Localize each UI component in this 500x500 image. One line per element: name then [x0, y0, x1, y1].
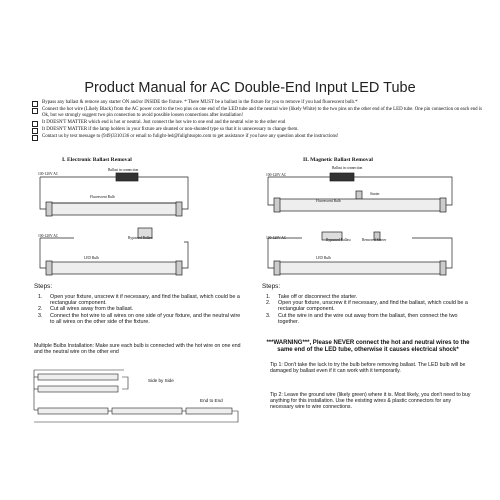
- step-number: 2.: [38, 306, 43, 313]
- electronic-ballast-title: I. Electronic Ballast Removal: [62, 157, 132, 163]
- tip-1: Tip 1: Don't take the luck to try the bulb before removing ballast. The LED bulb will be damaged by ballast even if it can work with it temporarily.: [270, 362, 466, 374]
- step-item: [266, 313, 471, 325]
- instruction-item: [32, 134, 488, 141]
- step-item: [266, 300, 471, 312]
- step-item: [38, 294, 243, 306]
- electronic-ballast-diagram-top: [34, 165, 234, 225]
- ballast-label: Ballast in connection: [332, 166, 363, 170]
- instruction-item: [32, 120, 488, 127]
- fluorescent-bulb-label: Fluorescent Bulb: [316, 199, 341, 203]
- step-text: Cut the wire in and the wire out away from the ballast, then connect the two together.: [278, 312, 458, 325]
- steps-heading: Steps:: [262, 283, 281, 290]
- checkbox-icon: [32, 135, 38, 141]
- tip-2: Tip 2: Leave the ground wire (likely green) where it is. Most likely, you don't need to buy anything for this installation. Use the existing wires & plastic connectors for any necessary wire to wire connections.: [270, 392, 471, 410]
- step-text: Open your fixture, unscrew it if necessary, and find the ballast, which could be a rectangular component.: [278, 300, 468, 313]
- ballast-label: Ballast in connection: [108, 168, 139, 172]
- steps-heading: Steps:: [34, 283, 53, 290]
- step-number: 1.: [38, 294, 43, 300]
- step-text: Connect the hot wire to all wires on one side of your fixture, and the neutral wire to all wires on the other side of the fixture.: [50, 312, 241, 325]
- magnetic-ballast-diagram-bottom: [262, 228, 472, 288]
- instruction-item: [32, 100, 488, 107]
- checkbox-icon: [32, 101, 38, 107]
- checkbox-icon: [32, 108, 38, 114]
- checkbox-icon: [32, 128, 38, 134]
- warning-note: ***WARNING***, Please NEVER connect the hot and neutral wires to the same end of the LED tube, otherwise it causes electrical shock*: [266, 340, 470, 353]
- ac-label: 100-120V AC: [266, 173, 287, 177]
- end-to-end-label: End to End: [200, 398, 223, 403]
- removed-starter-label: Removed Starter: [362, 238, 387, 242]
- step-text: Open your fixture, unscrew it if necessary, and find the ballast, which could be a rectangular component.: [50, 294, 240, 307]
- bypassed-ballast-label: Bypassed Ballast: [326, 238, 351, 242]
- instruction-text: Contact us by text message to (949)3310136 or email to fulight-led@fulightsopto.com to get assistance if you have any question about the instructions!: [42, 133, 339, 139]
- magnetic-ballast-diagram-top: [262, 165, 472, 225]
- instruction-text: Connect the hot wire (Likely Black) from the AC power cord to the two pins on one end of the LED tube and the neutral wire (likely White) to the two pins on the other end of the LED tube. One pin connection on each end is Ok, but we strongly suggest two pin connection to avoid possible loosen connections after installation!: [42, 107, 483, 119]
- bypassed-ballast-label: Bypassed Ballast: [128, 236, 153, 240]
- led-bulb-label: LED Bulb: [316, 256, 331, 260]
- step-item: [38, 313, 243, 325]
- ac-label: 100-120V AC: [38, 172, 59, 176]
- step-text: Cut all wires away from the ballast.: [50, 306, 134, 313]
- step-number: 1.: [266, 294, 271, 300]
- step-number: 2.: [266, 300, 271, 307]
- magnetic-steps: [266, 294, 471, 325]
- fluorescent-bulb-label: Fluorescent Bulb: [90, 195, 115, 199]
- page-title: Product Manual for AC Double-End Input LED Tube: [84, 80, 416, 96]
- instruction-item: [32, 127, 488, 134]
- checkbox-icon: [32, 121, 38, 127]
- instruction-text: It DOESN'T MATTER if the lamp holders in your fixture are shunted or non-shunted type so that it is unnecessary to change them.: [42, 126, 299, 132]
- step-text: Take off or disconnect the starter.: [278, 294, 358, 300]
- instruction-item: [32, 107, 488, 120]
- step-number: 3.: [38, 312, 43, 319]
- ac-label: 100-120V AC: [266, 236, 287, 240]
- ac-label: 100-120V AC: [38, 234, 59, 238]
- magnetic-ballast-title: II. Magnetic Ballast Removal: [303, 157, 373, 163]
- instruction-text: It DOESN'T MATTER which end is hot or neutral. Just connect the hot wire to one end and the neutral wire to the other end: [42, 119, 286, 125]
- step-number: 3.: [266, 312, 271, 319]
- starter-label: Starter: [370, 192, 380, 196]
- multi-bulb-diagram: [28, 360, 248, 430]
- electronic-steps: [38, 294, 243, 325]
- instruction-text: Bypass any ballast & remove any starter ON and/or INSIDE the fixture. * There MUST be a ballast in the fixture for you to remove if you had fluorescent bulb.*: [42, 100, 358, 105]
- instruction-list: [32, 100, 488, 141]
- multi-bulb-note: Multiple Bulbs Installation: Make sure each bulb is connected with the hot wire on one end and the neutral wire on the other end: [34, 343, 241, 355]
- led-bulb-label: LED Bulb: [84, 256, 99, 260]
- side-by-side-label: Side by Side: [148, 378, 174, 383]
